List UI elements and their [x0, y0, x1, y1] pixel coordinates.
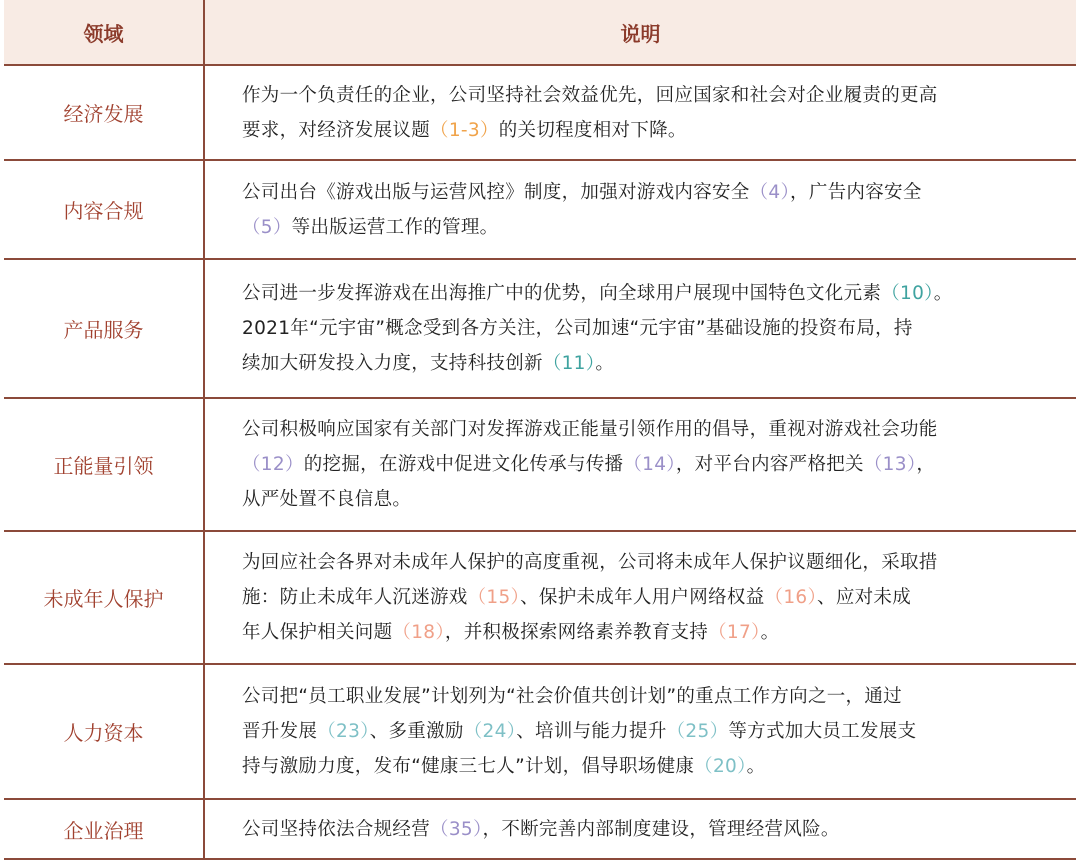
description-cell	[204, 160, 1076, 259]
desc-text: 、应对未成	[817, 587, 912, 608]
desc-text: 。	[760, 622, 780, 643]
table-row	[4, 799, 1076, 859]
reference-number: （25）	[666, 721, 729, 742]
table-row	[4, 65, 1076, 160]
desc-text: 施：防止未成年人沉迷游戏	[242, 587, 468, 608]
reference-number: （17）	[708, 622, 761, 643]
description-cell	[204, 664, 1076, 799]
table-row	[4, 531, 1076, 664]
desc-text: 的关切程度相对下降。	[498, 119, 687, 141]
reference-number: （20）	[694, 756, 747, 777]
reference-number: （13）	[863, 454, 917, 475]
table-row	[4, 398, 1076, 531]
desc-text: ，	[916, 454, 936, 475]
desc-text: 。	[933, 283, 953, 304]
desc-text: 要求，对经济发展议题	[242, 119, 431, 141]
header-description: 说明	[204, 0, 1076, 65]
reference-number: （1-3）	[430, 119, 499, 141]
description-cell	[204, 799, 1076, 859]
reference-number: （16）	[764, 587, 818, 608]
desc-text: 作为一个负责任的企业，公司坚持社会效益优先，回应国家和社会对企业履责的更高	[242, 84, 938, 106]
reference-number: （24）	[463, 721, 517, 742]
desc-text: 等出版运营工作的管理。	[291, 216, 499, 238]
desc-text: ，并积极探索网络素养教育支持	[444, 622, 709, 643]
description-cell	[204, 259, 1076, 398]
reference-number: （10）	[881, 283, 934, 304]
desc-text: 公司把“员工职业发展”计划列为“社会价值共创计划”的重点工作方向之一，通过	[242, 686, 902, 707]
header-domain: 领域	[4, 0, 204, 65]
desc-text: 续加大研发投入力度，支持科技创新	[242, 353, 543, 374]
desc-text: 年人保护相关问题	[242, 622, 393, 643]
description-cell	[204, 531, 1076, 664]
desc-text: 等方式加大员工发展支	[728, 721, 917, 742]
description-cell	[204, 65, 1076, 160]
desc-text: 的挖掘，在游戏中促进文化传承与传播	[303, 454, 624, 475]
desc-text: 公司出台《游戏出版与运营风控》制度，加强对游戏内容安全	[242, 181, 750, 203]
reference-number: （11）	[542, 353, 596, 374]
desc-text: 、保护未成年人用户网络权益	[520, 587, 765, 608]
issues-table	[4, 0, 1076, 860]
reference-number: （5）	[242, 216, 292, 238]
domain-cell: 人力资本	[4, 664, 204, 799]
domain-cell: 未成年人保护	[4, 531, 204, 664]
desc-text: ，广告内容安全	[790, 181, 922, 203]
desc-text: 为回应社会各界对未成年人保护的高度重视，公司将未成年人保护议题细化，采取措	[242, 552, 938, 573]
table-row	[4, 664, 1076, 799]
desc-text: 。	[595, 353, 615, 374]
desc-text: 持与激励力度，发布“健康三七人”计划，倡导职场健康	[242, 756, 695, 777]
domain-cell: 企业治理	[4, 799, 204, 859]
desc-text: 2021年“元宇宙”概念受到各方关注，公司加速“元宇宙”基础设施的投资布局，持	[242, 318, 913, 339]
domain-cell: 内容合规	[4, 160, 204, 259]
table-header-row	[4, 0, 1076, 65]
table-row	[4, 160, 1076, 259]
reference-number: （12）	[242, 454, 304, 475]
desc-text: 公司进一步发挥游戏在出海推广中的优势，向全球用户展现中国特色文化元素	[242, 283, 882, 304]
reference-number: （23）	[317, 721, 370, 742]
desc-text: 。	[746, 756, 766, 777]
desc-text: 从严处置不良信息。	[242, 489, 412, 510]
reference-number: （4）	[749, 181, 791, 203]
desc-text: ，不断完善内部制度建设，管理经营风险。	[482, 818, 840, 840]
domain-cell: 经济发展	[4, 65, 204, 160]
reference-number: （35）	[430, 818, 483, 840]
reference-number: （14）	[623, 454, 676, 475]
desc-text: 公司坚持依法合规经营	[242, 818, 431, 840]
desc-text: 、培训与能力提升	[516, 721, 667, 742]
desc-text: 公司积极响应国家有关部门对发挥游戏正能量引领作用的倡导，重视对游戏社会功能	[242, 419, 938, 440]
reference-number: （15）	[467, 587, 521, 608]
domain-cell: 正能量引领	[4, 398, 204, 531]
desc-text: 、多重激励	[369, 721, 464, 742]
table-row	[4, 259, 1076, 398]
reference-number: （18）	[392, 622, 445, 643]
desc-text: ，对平台内容严格把关	[675, 454, 864, 475]
domain-cell: 产品服务	[4, 259, 204, 398]
desc-text: 晋升发展	[242, 721, 318, 742]
description-cell	[204, 398, 1076, 531]
